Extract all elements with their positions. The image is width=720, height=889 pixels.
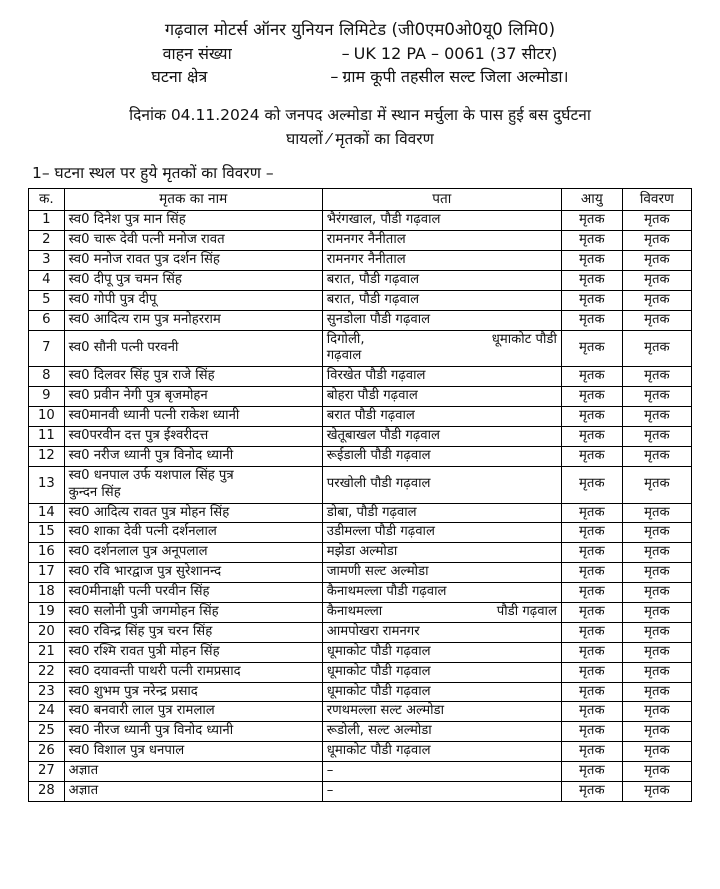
cell-name: स्व0 प्रवीन नेगी पुत्र बृजमोहन xyxy=(64,387,322,407)
cell-name: स्व0 रश्मि रावत पुत्री मोहन सिंह xyxy=(64,642,322,662)
cell-age: मृतक xyxy=(561,290,622,310)
cell-name: स्व0 शुभम पुत्र नरेन्द्र प्रसाद xyxy=(64,682,322,702)
table-row xyxy=(29,310,692,330)
table-row xyxy=(29,231,692,251)
cell-age: मृतक xyxy=(561,503,622,523)
cell-age: मृतक xyxy=(561,782,622,802)
cell-name: स्व0 विशाल पुत्र धनपाल xyxy=(64,742,322,762)
cell-name: स्व0 आदित्य रावत पुत्र मोहन सिंह xyxy=(64,503,322,523)
cell-name: स्व0 दिनेश पुत्र मान सिंह xyxy=(64,211,322,231)
cell-name: अज्ञात xyxy=(64,782,322,802)
cell-sno: 15 xyxy=(29,523,65,543)
table-row xyxy=(29,762,692,782)
cell-name: स्व0 मनोज रावत पुत्र दर्शन सिंह xyxy=(64,250,322,270)
address-part-second-line: गढ़वाल xyxy=(326,348,362,364)
cell-description: मृतक xyxy=(622,642,691,662)
cell-sno: 28 xyxy=(29,782,65,802)
cell-sno: 21 xyxy=(29,642,65,662)
cell-description: मृतक xyxy=(622,702,691,722)
column-header-description: विवरण xyxy=(622,188,691,210)
table-row xyxy=(29,466,692,503)
cell-sno: 20 xyxy=(29,622,65,642)
cell-address: मझेडा अल्मोडा xyxy=(322,543,561,563)
name-line-1: स्व0 धनपाल उर्फ यशपाल सिंह पुत्र xyxy=(68,467,234,483)
cell-age: मृतक xyxy=(561,270,622,290)
table-row xyxy=(29,622,692,642)
cell-age: मृतक xyxy=(561,211,622,231)
vehicle-number-value: UK 12 PA – 0061 (37 सीटर) xyxy=(353,43,558,63)
cell-name: स्व0 नीरज ध्यानी पुत्र विनोद ध्यानी xyxy=(64,722,322,742)
cell-address: रूडोली, सल्ट अल्मोडा xyxy=(322,722,561,742)
cell-age: मृतक xyxy=(561,622,622,642)
cell-name: स्व0 सौनी पत्नी परवनी xyxy=(64,330,322,367)
cell-name: स्व0मीनाक्षी पत्नी परवीन सिंह xyxy=(64,583,322,603)
cell-sno: 19 xyxy=(29,603,65,623)
cell-description: मृतक xyxy=(622,662,691,682)
table-row xyxy=(29,503,692,523)
cell-name: स्व0 नरीज ध्यानी पुत्र विनोद ध्यानी xyxy=(64,446,322,466)
address-part-left: दिगोली, xyxy=(326,331,365,347)
cell-description: मृतक xyxy=(622,290,691,310)
cell-sno: 14 xyxy=(29,503,65,523)
incident-area-value: ग्राम कूपी तहसील सल्ट जिला अल्मोडा। xyxy=(342,67,569,87)
cell-age: मृतक xyxy=(561,330,622,367)
cell-address: सुनडोला पौडी गढ़वाल xyxy=(322,310,561,330)
cell-sno: 5 xyxy=(29,290,65,310)
cell-address: डोबा, पौडी गढ़वाल xyxy=(322,503,561,523)
cell-sno: 1 xyxy=(29,211,65,231)
vehicle-number-dash: – xyxy=(341,43,350,63)
cell-description: मृतक xyxy=(622,523,691,543)
cell-age: मृतक xyxy=(561,742,622,762)
cell-age: मृतक xyxy=(561,426,622,446)
table-row xyxy=(29,722,692,742)
cell-description: मृतक xyxy=(622,426,691,446)
cell-description: मृतक xyxy=(622,503,691,523)
cell-age: मृतक xyxy=(561,250,622,270)
cell-address: धूमाकोट पौडी गढ़वाल xyxy=(322,682,561,702)
table-row xyxy=(29,742,692,762)
cell-address: धूमाकोट पौडी गढ़वाल xyxy=(322,662,561,682)
cell-age: मृतक xyxy=(561,642,622,662)
cell-description: मृतक xyxy=(622,722,691,742)
cell-name: स्व0 चारू देवी पत्नी मनोज रावत xyxy=(64,231,322,251)
cell-address: धूमाकोट पौडी गढ़वाल xyxy=(322,742,561,762)
cell-name: स्व0परवीन दत्त पुत्र ईश्वरीदत्त xyxy=(64,426,322,446)
cell-address: खेतूबाखल पौडी गढ़वाल xyxy=(322,426,561,446)
cell-name: स्व0 दिलवर सिंह पुत्र राजे सिंह xyxy=(64,367,322,387)
cell-sno: 17 xyxy=(29,563,65,583)
table-row xyxy=(29,426,692,446)
cell-description: मृतक xyxy=(622,742,691,762)
cell-sno: 7 xyxy=(29,330,65,367)
table-row xyxy=(29,583,692,603)
cell-address: रणथमल्ला सल्ट अल्मोडा xyxy=(322,702,561,722)
cell-name: स्व0 दीपू पुत्र चमन सिंह xyxy=(64,270,322,290)
table-header-row xyxy=(29,188,692,210)
cell-sno: 8 xyxy=(29,367,65,387)
cell-address: उडीमल्ला पौडी गढ़वाल xyxy=(322,523,561,543)
cell-age: मृतक xyxy=(561,662,622,682)
cell-age: मृतक xyxy=(561,367,622,387)
cell-description: मृतक xyxy=(622,622,691,642)
table-row xyxy=(29,211,692,231)
cell-name: स्व0 दर्शनलाल पुत्र अनूपलाल xyxy=(64,543,322,563)
cell-sno: 4 xyxy=(29,270,65,290)
cell-sno: 22 xyxy=(29,662,65,682)
cell-address xyxy=(322,603,561,623)
table-row xyxy=(29,662,692,682)
cell-age: मृतक xyxy=(561,603,622,623)
cell-sno: 6 xyxy=(29,310,65,330)
cell-description: मृतक xyxy=(622,270,691,290)
cell-description: मृतक xyxy=(622,603,691,623)
table-row xyxy=(29,367,692,387)
cell-address: बरात पौडी गढ़वाल xyxy=(322,407,561,427)
table-row xyxy=(29,563,692,583)
cell-age: मृतक xyxy=(561,762,622,782)
cell-age: मृतक xyxy=(561,446,622,466)
cell-description: मृतक xyxy=(622,250,691,270)
cell-age: मृतक xyxy=(561,583,622,603)
cell-sno: 18 xyxy=(29,583,65,603)
cell-address: रामनगर नैनीताल xyxy=(322,250,561,270)
cell-description: मृतक xyxy=(622,310,691,330)
cell-address: – xyxy=(322,782,561,802)
cell-sno: 26 xyxy=(29,742,65,762)
cell-age: मृतक xyxy=(561,543,622,563)
cell-address: रामनगर नैनीताल xyxy=(322,231,561,251)
table-row xyxy=(29,702,692,722)
cell-name: स्व0 रवि भारद्वाज पुत्र सुरेशानन्द xyxy=(64,563,322,583)
cell-sno: 3 xyxy=(29,250,65,270)
cell-description: मृतक xyxy=(622,330,691,367)
cell-address: कैनाथमल्ला पौडी गढ़वाल xyxy=(322,583,561,603)
cell-address: बोहरा पौडी गढ़वाल xyxy=(322,387,561,407)
section-heading: 1– घटना स्थल पर हुये मृतकों का विवरण – xyxy=(32,163,274,182)
cell-description: मृतक xyxy=(622,682,691,702)
column-header-sno: क. xyxy=(29,188,65,210)
vehicle-number-label: वाहन संख्या xyxy=(162,43,232,63)
cell-sno: 13 xyxy=(29,466,65,503)
cell-name: अज्ञात xyxy=(64,762,322,782)
cell-sno: 9 xyxy=(29,387,65,407)
table-row xyxy=(29,523,692,543)
cell-name: स्व0मानवी ध्यानी पत्नी राकेश ध्यानी xyxy=(64,407,322,427)
address-part-left: कैनाथमल्ला xyxy=(326,604,383,619)
cell-description: मृतक xyxy=(622,563,691,583)
cell-description: मृतक xyxy=(622,446,691,466)
table-row xyxy=(29,290,692,310)
cell-address: परखोली पौडी गढ़वाल xyxy=(322,466,561,503)
table-row xyxy=(29,407,692,427)
cell-description: मृतक xyxy=(622,543,691,563)
vehicle-number-row xyxy=(28,42,692,65)
cell-name xyxy=(64,466,322,503)
table-row xyxy=(29,642,692,662)
cell-age: मृतक xyxy=(561,310,622,330)
organization-title: गढ़वाल मोटर्स ऑनर युनियन लिमिटेड (जी0एम0ओ0यू0 लिमि0) xyxy=(164,20,556,39)
cell-description: मृतक xyxy=(622,211,691,231)
cell-name: स्व0 शाका देवी पत्नी दर्शनलाल xyxy=(64,523,322,543)
cell-name: स्व0 बनवारी लाल पुत्र रामलाल xyxy=(64,702,322,722)
cell-address: आमपोखरा रामनगर xyxy=(322,622,561,642)
cell-address: विरखेत पौडी गढ़वाल xyxy=(322,367,561,387)
document-subtitle xyxy=(28,104,692,151)
cell-address: – xyxy=(322,762,561,782)
cell-sno: 24 xyxy=(29,702,65,722)
column-header-age: आयु xyxy=(561,188,622,210)
cell-age: मृतक xyxy=(561,407,622,427)
cell-name: स्व0 रविन्द्र सिंह पुत्र चरन सिंह xyxy=(64,622,322,642)
cell-name: स्व0 दयावन्ती पाथरी पत्नी रामप्रसाद xyxy=(64,662,322,682)
casualty-table xyxy=(28,188,692,802)
cell-sno: 2 xyxy=(29,231,65,251)
cell-sno: 27 xyxy=(29,762,65,782)
table-row xyxy=(29,782,692,802)
table-row xyxy=(29,387,692,407)
cell-age: मृतक xyxy=(561,523,622,543)
cell-address: धूमाकोट पौडी गढ़वाल xyxy=(322,642,561,662)
cell-age: मृतक xyxy=(561,702,622,722)
table-row xyxy=(29,446,692,466)
cell-name: स्व0 आदित्य राम पुत्र मनोहरराम xyxy=(64,310,322,330)
table-row xyxy=(29,270,692,290)
cell-age: मृतक xyxy=(561,722,622,742)
cell-address: बरात, पौडी गढ़वाल xyxy=(322,290,561,310)
cell-age: मृतक xyxy=(561,466,622,503)
cell-description: मृतक xyxy=(622,387,691,407)
cell-age: मृतक xyxy=(561,563,622,583)
cell-description: मृतक xyxy=(622,762,691,782)
cell-name: स्व0 सलोनी पुत्री जगमोहन सिंह xyxy=(64,603,322,623)
cell-name: स्व0 गोपी पुत्र दीपू xyxy=(64,290,322,310)
subtitle-line-1: दिनांक 04.11.2024 को जनपद अल्मोडा में स्थान मर्चुला के पास हुई बस दुर्घटना xyxy=(129,106,591,125)
cell-description: मृतक xyxy=(622,367,691,387)
cell-description: मृतक xyxy=(622,231,691,251)
cell-description: मृतक xyxy=(622,583,691,603)
subtitle-line-2: घायलों ⁄ मृतकों का विवरण xyxy=(286,129,434,148)
table-row xyxy=(29,330,692,367)
cell-sno: 12 xyxy=(29,446,65,466)
table-row xyxy=(29,543,692,563)
cell-age: मृतक xyxy=(561,231,622,251)
cell-address: भैरंगखाल, पौडी गढ़वाल xyxy=(322,211,561,231)
incident-area-label: घटना क्षेत्र xyxy=(151,67,208,87)
name-line-2: कुन्दन सिंह xyxy=(68,484,121,500)
cell-description: मृतक xyxy=(622,782,691,802)
column-header-address: पता xyxy=(322,188,561,210)
incident-area-row xyxy=(28,65,692,88)
cell-address: जामणी सल्ट अल्मोडा xyxy=(322,563,561,583)
address-part-right: पौडी गढ़वाल xyxy=(496,604,557,619)
document-header xyxy=(28,18,692,88)
cell-sno: 23 xyxy=(29,682,65,702)
table-row xyxy=(29,603,692,623)
cell-age: मृतक xyxy=(561,682,622,702)
cell-address: रूईडाली पौडी गढ़वाल xyxy=(322,446,561,466)
table-row xyxy=(29,682,692,702)
cell-age: मृतक xyxy=(561,387,622,407)
table-row xyxy=(29,250,692,270)
incident-area-dash: – xyxy=(330,67,339,87)
cell-sno: 25 xyxy=(29,722,65,742)
cell-sno: 10 xyxy=(29,407,65,427)
cell-description: मृतक xyxy=(622,407,691,427)
cell-address: बरात, पौडी गढ़वाल xyxy=(322,270,561,290)
column-header-name: मृतक का नाम xyxy=(64,188,322,210)
address-part-right: धूमाकोट पौडी xyxy=(491,331,557,347)
cell-address xyxy=(322,330,561,367)
cell-sno: 11 xyxy=(29,426,65,446)
cell-description: मृतक xyxy=(622,466,691,503)
cell-sno: 16 xyxy=(29,543,65,563)
